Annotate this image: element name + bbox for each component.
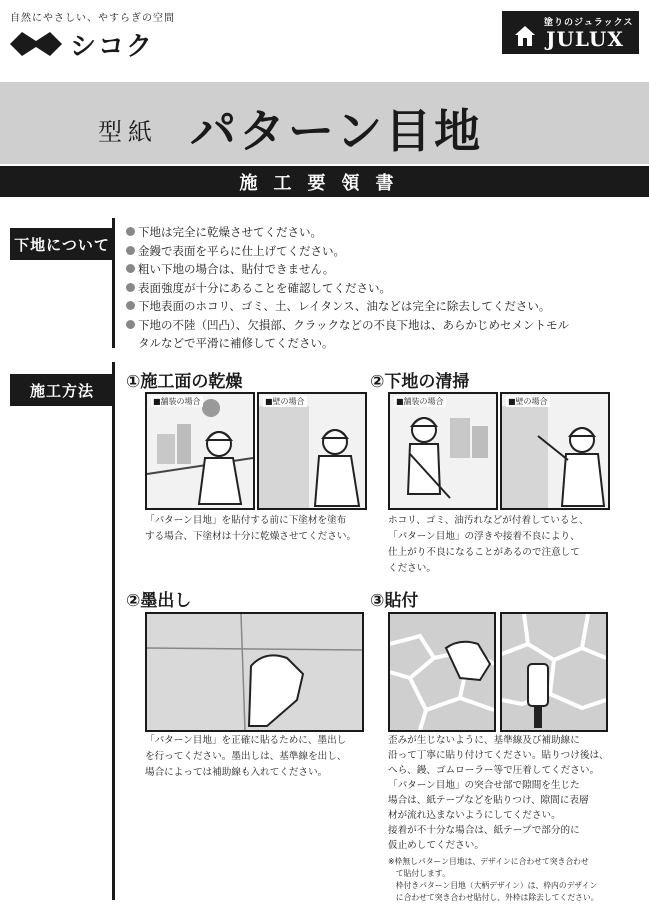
list-item: 下地表面のホコリ、ゴミ、土、レイタンス、油などは完全に除去してください。	[126, 297, 626, 316]
wall-worker-icon	[259, 394, 365, 508]
title-prefix: 型紙	[98, 118, 158, 146]
step1-pavement-illustration	[145, 392, 255, 510]
roller-icon	[502, 614, 606, 730]
sweeping-worker-icon	[390, 394, 496, 508]
step2-tag-wall: ■壁の場合	[508, 397, 548, 406]
step4-pressing-illustration	[388, 612, 496, 732]
bullet-icon	[126, 246, 135, 255]
marking-hand-icon	[147, 614, 362, 730]
step1-heading: ①施工面の乾燥	[126, 372, 243, 392]
house-icon	[514, 25, 536, 47]
step4-caption: 歪みが生じないように、基準線及び補助線に 沿って丁寧に貼り付けてください。貼りつけ後は、 へら、鏝、ゴムローラー等で圧着してください。 「パターン目地」の突合せ部で隙間を生じた 場合は、紙テープなどを貼りつけ、隙間に表層 材が流れ込まないようにしてください。 接着が不十分な場合は、紙テープで部分的に 仮止めしてください。	[388, 735, 609, 851]
step4-roller-illustration	[500, 612, 608, 732]
method-label-text: 施工方法	[29, 381, 94, 400]
step4-heading: ③貼付	[370, 591, 419, 611]
base-section-label	[10, 228, 114, 260]
julux-badge[interactable]	[502, 11, 639, 54]
page-title: パターン目地	[190, 104, 484, 158]
step1-caption: 「パターン目地」を貼付する前に下塗材を塗布 する場合、下塗材は十分に乾燥させてください。	[145, 515, 357, 542]
step2-wall-illustration	[500, 392, 610, 510]
bullet-icon	[126, 301, 135, 310]
step4-notes: ※枠無しパターン目地は、デザインに合わせて突き合わせ て貼付します。 枠付きパターン目地（大柄デザイン）は、枠内のデザイン に合わせて突き合わせ貼付し、外枠は除去してください。	[388, 857, 599, 902]
tagline: 自然にやさしい、やすらぎの空間	[10, 13, 175, 24]
base-divider	[112, 218, 115, 348]
step2-tag-pavement: ■舗装の場合	[396, 397, 444, 406]
julux-name: JULUX	[546, 27, 624, 51]
bullet-icon	[126, 264, 135, 273]
step3-marking-illustration	[145, 612, 364, 732]
stone-pattern-hand-icon	[390, 614, 494, 730]
step1-wall-illustration	[257, 392, 367, 510]
bullet-icon	[126, 283, 135, 292]
julux-subtitle: 塗りのジュラックス	[544, 18, 634, 28]
step1-tag-wall: ■壁の場合	[265, 397, 305, 406]
sun-worker-icon	[147, 394, 253, 508]
strip-label: 施工要領書	[239, 172, 410, 194]
shikoku-mark-icon	[8, 29, 64, 59]
duster-worker-icon	[502, 394, 608, 508]
step2-pavement-illustration	[388, 392, 498, 510]
company-logo[interactable]	[8, 24, 178, 64]
step2-caption: ホコリ、ゴミ、油汚れなどが付着していると、 「パターン目地」の浮きや接着不良により、 仕上がり不良になることがあるので注意して ください。	[388, 515, 589, 574]
list-item: 表面強度が十分にあることを確認してください。	[126, 279, 626, 298]
step2-heading: ②下地の清掃	[370, 372, 470, 392]
base-bullet-list	[126, 223, 626, 353]
step3-heading: ②墨出し	[126, 591, 192, 611]
bullet-icon	[126, 320, 135, 329]
base-label-text: 下地について	[14, 235, 110, 254]
logo-name: シコク	[70, 31, 155, 62]
list-item: 下地は完全に乾燥させてください。	[126, 223, 626, 242]
list-item: 粗い下地の場合は、貼付できません。	[126, 260, 626, 279]
step3-caption: 「パターン目地」を正確に貼るために、墨出し を行ってください。墨出しは、基準線を出し、 場合によっては補助線も入れてください。	[145, 735, 347, 778]
method-divider	[112, 362, 115, 900]
list-item: 下地の不陸（凹凸）、欠損部、クラックなどの不良下地は、あらかじめセメントモル	[126, 316, 626, 335]
method-section-label	[10, 374, 114, 406]
step1-tag-pavement: ■舗装の場合	[153, 397, 201, 406]
title-strip	[0, 166, 649, 197]
list-item: 金鏝で表面を平らに仕上げてください。	[126, 242, 626, 261]
bullet-icon	[126, 227, 135, 236]
list-item-continuation: タルなどで平滑に補修してください。	[138, 336, 334, 350]
